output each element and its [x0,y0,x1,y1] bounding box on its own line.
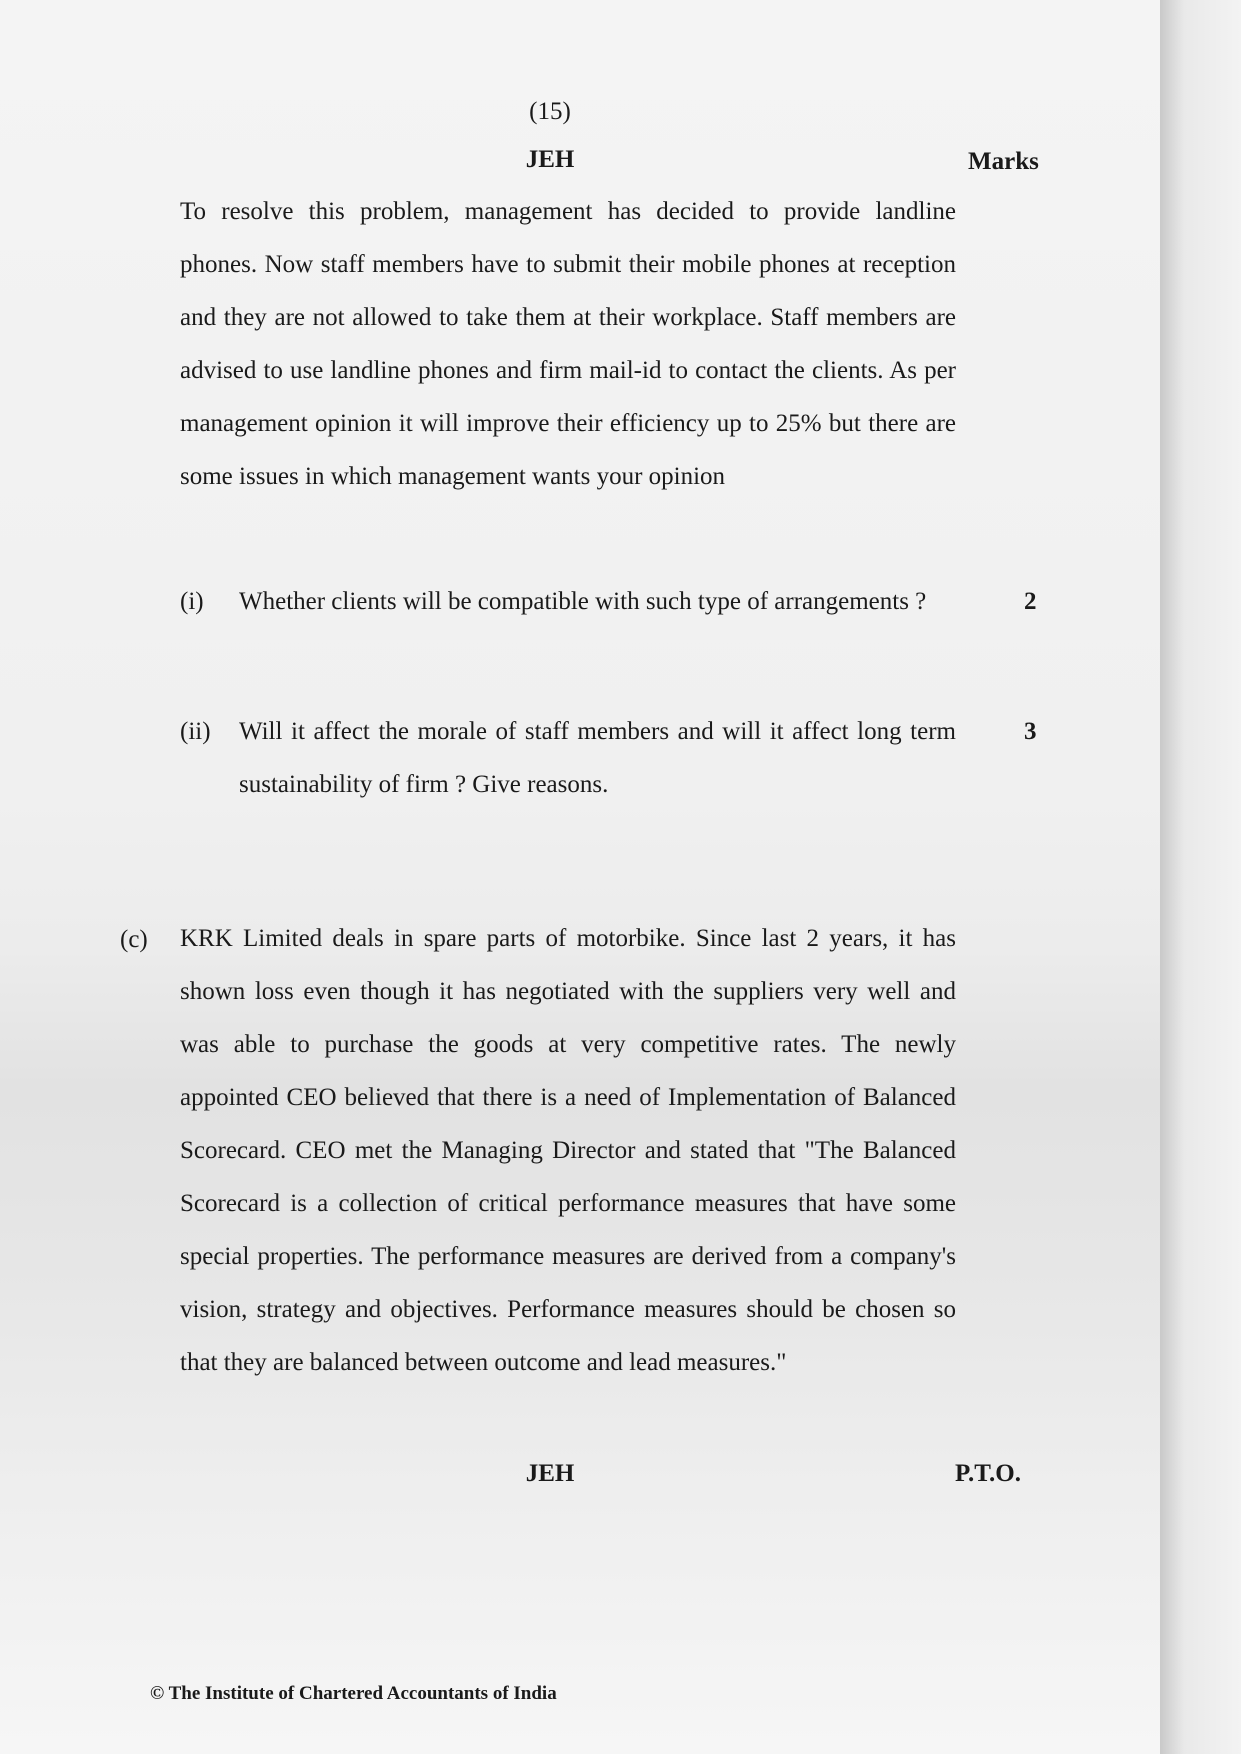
intro-paragraph: To resolve this problem, management has decided to provide landline phones. Now staff members have to submit their mobile phones at reception and they are not allowed to take them at their workplace. Staff members are advised to use landline phones and firm mail-id to contact the clients. As per management opinion it will improve their efficiency up to 25% but there are some issues in which management wants your opinion [180,198,956,490]
sub-question-number: (ii) [180,718,211,745]
sub-question-marks: 2 [1024,588,1037,615]
sub-question-text: Will it affect the morale of staff members and will it affect long term sustainability of firm ? Give reasons. [239,718,956,798]
sub-question-number: (i) [180,588,204,615]
copyright-notice: © The Institute of Chartered Accountants of India [150,1683,557,1704]
question-c-text: KRK Limited deals in spare parts of motorbike. Since last 2 years, it has shown loss even though it has negotiated with the suppliers very well and was able to purchase the goods at very competitive rates. The newly appointed CEO believed that there is a need of Implementation of Balanced Scorecard. CEO met the Managing Director and stated that "The Balanced Scorecard is a collection of critical performance measures that have some special properties. The performance measures are derived from a company's vision, strategy and objectives. Performance measures should be chosen so that they are balanced between outcome and lead measures." [180,925,956,1376]
page-number: (15) [529,98,571,125]
marks-column-heading: Marks [968,148,1039,175]
series-code-header: JEH [525,146,575,173]
scan-edge-shadow [1160,0,1241,1754]
please-turn-over: P.T.O. [955,1460,1021,1487]
sub-question-marks: 3 [1024,718,1037,745]
question-c-label: (c) [120,926,148,953]
series-code-footer: JEH [525,1460,575,1487]
sub-question-text: Whether clients will be compatible with such type of arrangements ? [239,588,927,615]
